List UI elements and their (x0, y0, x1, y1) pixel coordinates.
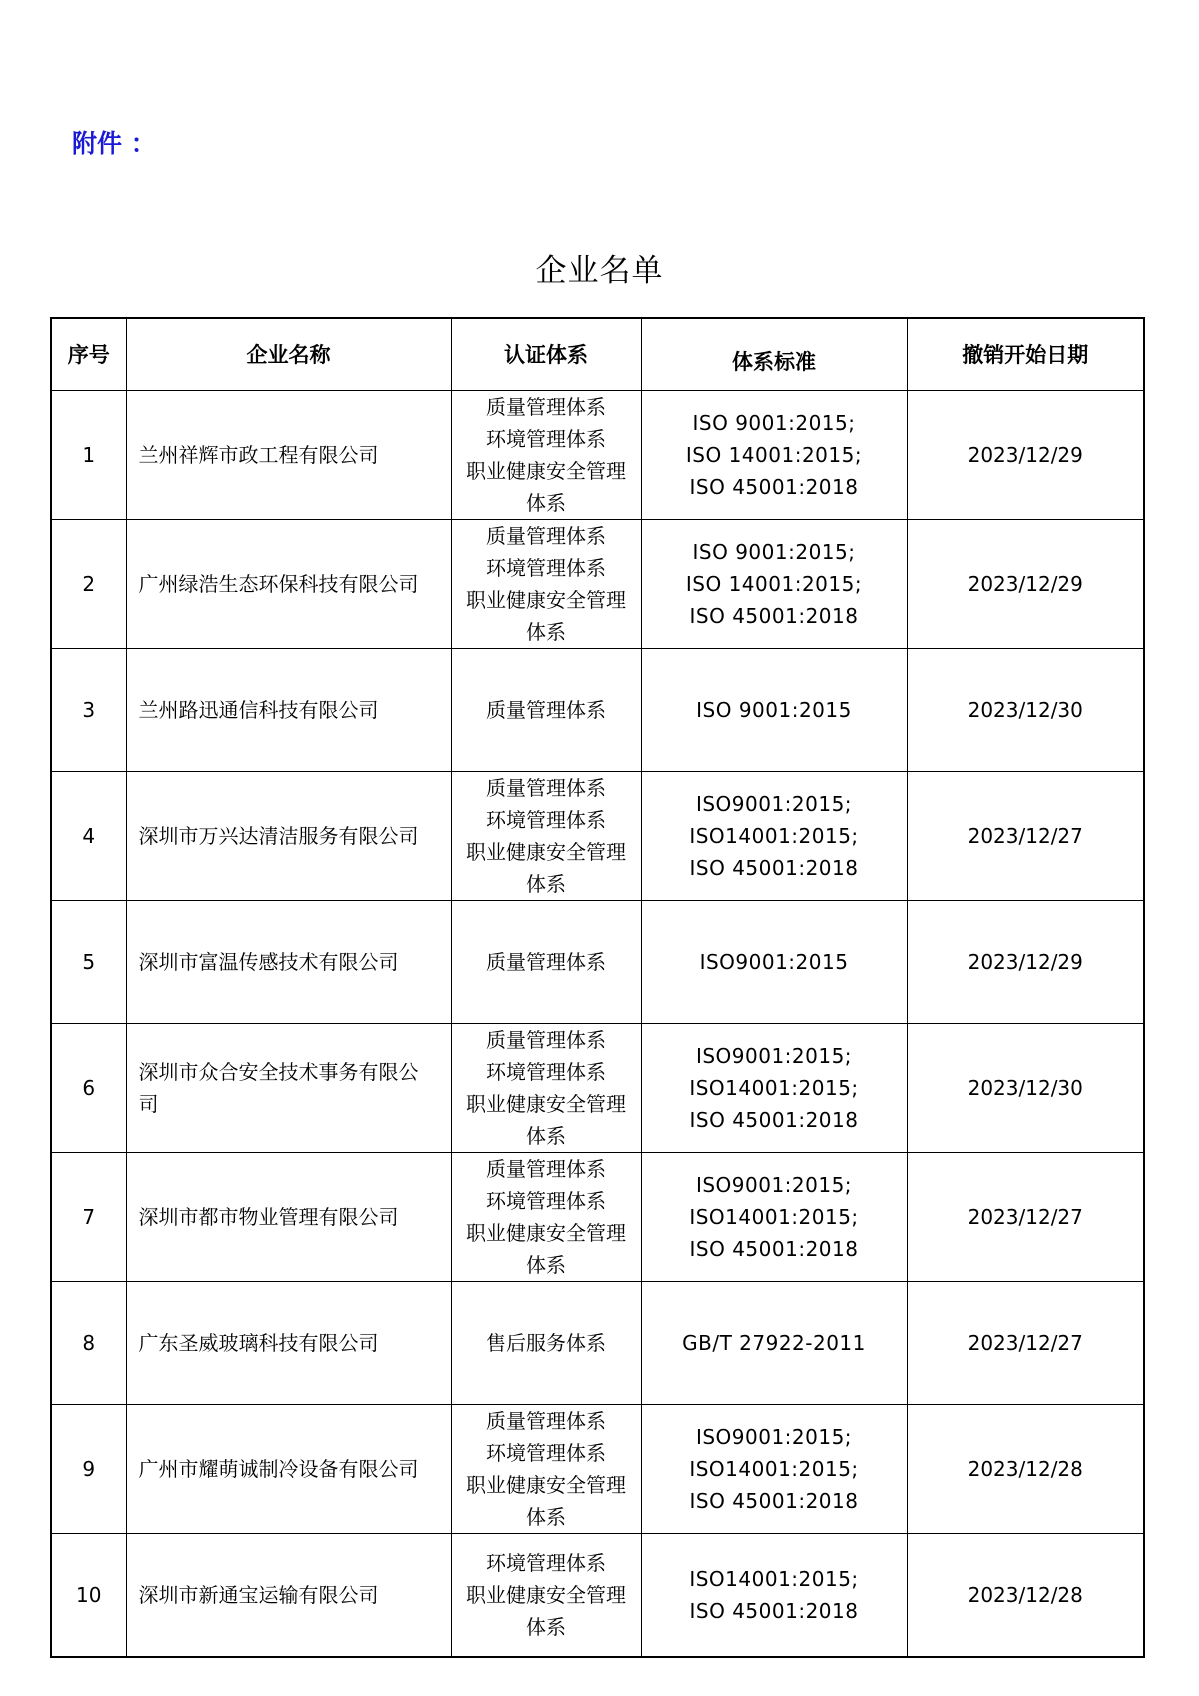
certification-system-line: 体系 (526, 872, 566, 896)
table-row (51, 1153, 1144, 1282)
row-number: 1 (51, 391, 126, 520)
company-name: 深圳市万兴达清洁服务有限公司 (126, 772, 451, 901)
column-header-no: 序号 (51, 318, 126, 391)
table-row (51, 1024, 1144, 1153)
system-standard-line: ISO14001:2015; (689, 1567, 859, 1591)
row-number: 8 (51, 1282, 126, 1405)
row-number: 4 (51, 772, 126, 901)
certification-systems (451, 391, 641, 520)
certification-system-line: 职业健康安全管理 (466, 1221, 626, 1245)
certification-system-line: 职业健康安全管理 (466, 1092, 626, 1116)
certification-system-line: 质量管理体系 (486, 1157, 606, 1181)
system-standard-line: ISO 45001:2018 (689, 856, 859, 880)
certification-system-line: 体系 (526, 1253, 566, 1277)
certification-systems (451, 1153, 641, 1282)
system-standards (641, 520, 907, 649)
certification-systems (451, 649, 641, 772)
system-standards (641, 1534, 907, 1658)
revocation-date: 2023/12/30 (907, 649, 1144, 772)
table-row (51, 1534, 1144, 1658)
certification-system-line: 售后服务体系 (486, 1331, 606, 1355)
row-number: 2 (51, 520, 126, 649)
certification-system-line: 环境管理体系 (486, 556, 606, 580)
system-standard-line: ISO14001:2015; (689, 1076, 859, 1100)
revocation-date: 2023/12/27 (907, 772, 1144, 901)
system-standard-line: ISO 45001:2018 (689, 1489, 859, 1513)
system-standard-line: ISO9001:2015; (695, 1425, 853, 1449)
table-body (51, 391, 1144, 1658)
row-number: 6 (51, 1024, 126, 1153)
system-standard-line: ISO9001:2015 (699, 950, 849, 974)
company-name: 深圳市众合安全技术事务有限公司 (126, 1024, 451, 1153)
certification-system-line: 职业健康安全管理 (466, 840, 626, 864)
revocation-date: 2023/12/28 (907, 1534, 1144, 1658)
table-header-row (51, 318, 1144, 391)
column-header-system: 认证体系 (451, 318, 641, 391)
system-standard-line: ISO 45001:2018 (689, 475, 859, 499)
certification-system-line: 体系 (526, 1615, 566, 1639)
certification-systems (451, 520, 641, 649)
revocation-date: 2023/12/27 (907, 1153, 1144, 1282)
system-standard-line: ISO14001:2015; (689, 824, 859, 848)
certification-system-line: 体系 (526, 620, 566, 644)
system-standards (641, 1282, 907, 1405)
certification-system-line: 质量管理体系 (486, 1409, 606, 1433)
certification-system-line: 质量管理体系 (486, 1028, 606, 1052)
system-standard-line: ISO9001:2015; (695, 1173, 853, 1197)
certification-system-line: 职业健康安全管理 (466, 459, 626, 483)
system-standard-line: ISO 45001:2018 (689, 1108, 859, 1132)
system-standard-line: ISO9001:2015; (695, 792, 853, 816)
company-name: 深圳市都市物业管理有限公司 (126, 1153, 451, 1282)
page-title: 企业名单 (535, 253, 664, 289)
revocation-date: 2023/12/29 (907, 391, 1144, 520)
system-standards (641, 772, 907, 901)
revocation-date: 2023/12/30 (907, 1024, 1144, 1153)
company-name: 广州绿浩生态环保科技有限公司 (126, 520, 451, 649)
table-row (51, 901, 1144, 1024)
company-name: 广州市耀萌诚制冷设备有限公司 (126, 1405, 451, 1534)
system-standard-line: ISO 14001:2015; (685, 443, 863, 467)
certification-system-line: 职业健康安全管理 (466, 588, 626, 612)
table-row (51, 1282, 1144, 1405)
certification-system-line: 环境管理体系 (486, 1441, 606, 1465)
company-name: 兰州祥辉市政工程有限公司 (126, 391, 451, 520)
revocation-date: 2023/12/29 (907, 520, 1144, 649)
company-name: 广东圣威玻璃科技有限公司 (126, 1282, 451, 1405)
table-row (51, 520, 1144, 649)
row-number: 3 (51, 649, 126, 772)
column-header-company: 企业名称 (126, 318, 451, 391)
certification-systems (451, 1282, 641, 1405)
certification-system-line: 质量管理体系 (486, 524, 606, 548)
table-row (51, 1405, 1144, 1534)
company-name: 兰州路迅通信科技有限公司 (126, 649, 451, 772)
certification-system-line: 环境管理体系 (486, 427, 606, 451)
column-header-date: 撤销开始日期 (907, 318, 1144, 391)
row-number: 9 (51, 1405, 126, 1534)
certification-system-line: 质量管理体系 (486, 950, 606, 974)
row-number: 7 (51, 1153, 126, 1282)
certification-systems (451, 1534, 641, 1658)
system-standards (641, 391, 907, 520)
certification-system-line: 体系 (526, 491, 566, 515)
system-standard-line: ISO 45001:2018 (689, 1237, 859, 1261)
system-standard-line: ISO 9001:2015 (696, 698, 852, 722)
system-standards (641, 1024, 907, 1153)
certification-system-line: 质量管理体系 (486, 776, 606, 800)
attachment-label: 附件 ： (72, 129, 156, 158)
certification-system-line: 环境管理体系 (486, 1189, 606, 1213)
company-list-table (50, 317, 1145, 1658)
certification-system-line: 体系 (526, 1505, 566, 1529)
column-header-standard: 体系标准 (641, 318, 907, 391)
revocation-date: 2023/12/28 (907, 1405, 1144, 1534)
table-row (51, 391, 1144, 520)
certification-system-line: 体系 (526, 1124, 566, 1148)
row-number: 10 (51, 1534, 126, 1658)
certification-system-line: 环境管理体系 (486, 1551, 606, 1575)
certification-system-line: 质量管理体系 (486, 698, 606, 722)
system-standard-line: ISO 14001:2015; (685, 572, 863, 596)
certification-systems (451, 1024, 641, 1153)
certification-system-line: 职业健康安全管理 (466, 1583, 626, 1607)
table-row (51, 772, 1144, 901)
certification-system-line: 质量管理体系 (486, 395, 606, 419)
system-standards (641, 901, 907, 1024)
revocation-date: 2023/12/29 (907, 901, 1144, 1024)
certification-system-line: 职业健康安全管理 (466, 1473, 626, 1497)
system-standard-line: ISO14001:2015; (689, 1205, 859, 1229)
certification-systems (451, 772, 641, 901)
system-standard-line: ISO9001:2015; (695, 1044, 853, 1068)
certification-systems (451, 1405, 641, 1534)
revocation-date: 2023/12/27 (907, 1282, 1144, 1405)
certification-systems (451, 901, 641, 1024)
system-standards (641, 1405, 907, 1534)
certification-system-line: 环境管理体系 (486, 1060, 606, 1084)
system-standard-line: ISO 45001:2018 (689, 604, 859, 628)
company-name: 深圳市富温传感技术有限公司 (126, 901, 451, 1024)
company-name: 深圳市新通宝运输有限公司 (126, 1534, 451, 1658)
system-standard-line: ISO 45001:2018 (689, 1599, 859, 1623)
system-standards (641, 1153, 907, 1282)
system-standards (641, 649, 907, 772)
table-row (51, 649, 1144, 772)
system-standard-line: ISO14001:2015; (689, 1457, 859, 1481)
row-number: 5 (51, 901, 126, 1024)
certification-system-line: 环境管理体系 (486, 808, 606, 832)
system-standard-line: ISO 9001:2015; (692, 411, 856, 435)
system-standard-line: ISO 9001:2015; (692, 540, 856, 564)
system-standard-line: GB/T 27922-2011 (682, 1331, 866, 1355)
